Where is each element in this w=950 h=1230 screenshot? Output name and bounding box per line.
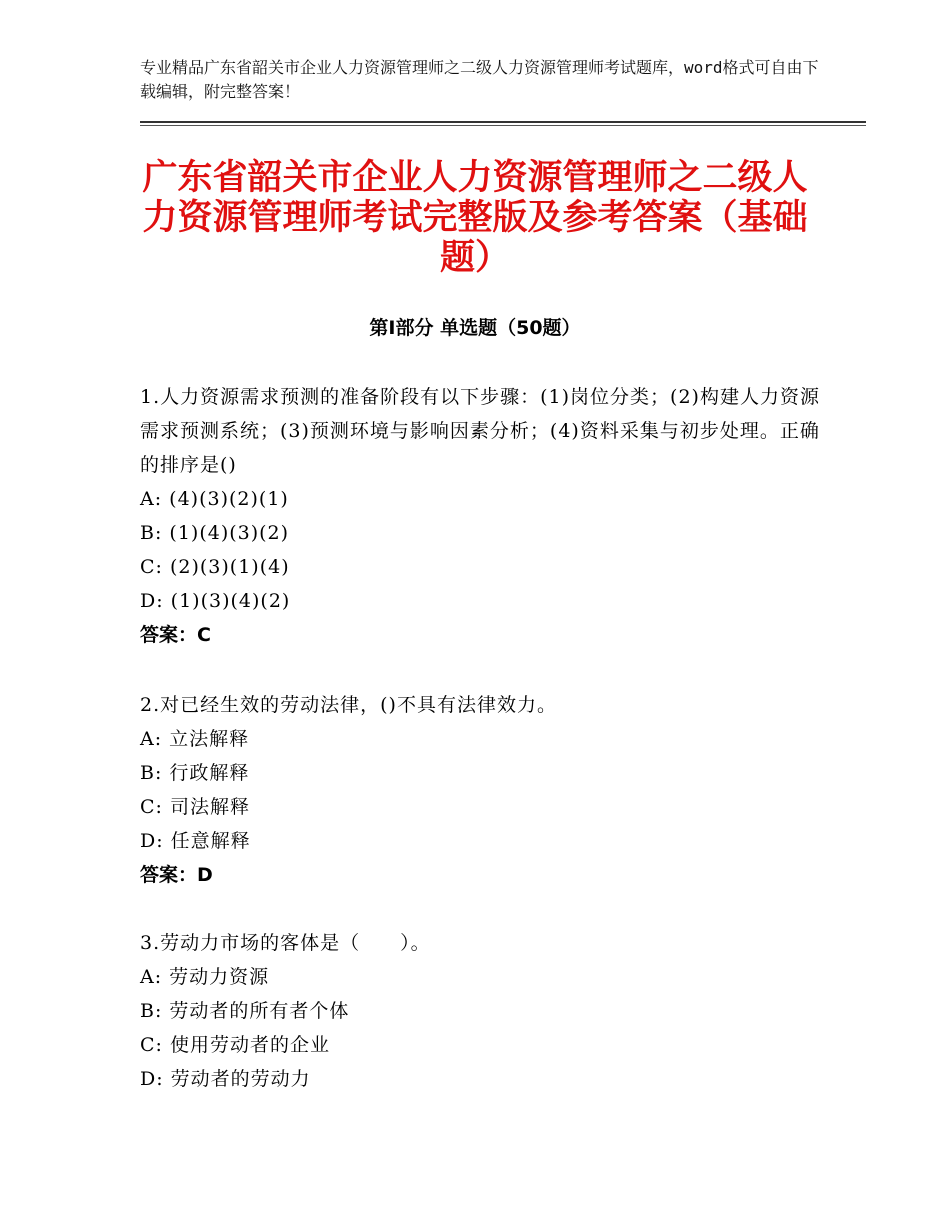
option-d: D: (1)(3)(4)(2) bbox=[140, 590, 291, 612]
question-1 bbox=[140, 380, 820, 652]
header-note: 专业精品广东省韶关市企业人力资源管理师之二级人力资源管理师考试题库，word格式可自由下载编辑，附完整答案！ bbox=[140, 58, 819, 101]
header-divider-thin bbox=[140, 125, 866, 126]
question-2 bbox=[140, 688, 820, 892]
header-divider bbox=[140, 121, 866, 123]
document-title: 广东省韶关市企业人力资源管理师之二级人力资源管理师考试完整版及参考答案（基础题） bbox=[142, 158, 808, 278]
question-stem: 1.人力资源需求预测的准备阶段有以下步骤：(1)岗位分类；(2)构建人力资源需求预测系统；(3)预测环境与影响因素分析；(4)资料采集与初步处理。正确的排序是() bbox=[140, 386, 820, 476]
question-3 bbox=[140, 926, 820, 1096]
section-heading: 第Ⅰ部分 单选题（50题） bbox=[369, 317, 581, 339]
option-a: A: (4)(3)(2)(1) bbox=[140, 488, 289, 510]
question-stem: 3.劳动力市场的客体是（ ）。 bbox=[140, 932, 431, 954]
option-c: C: 使用劳动者的企业 bbox=[140, 1034, 330, 1056]
option-a: A: 立法解释 bbox=[140, 728, 250, 750]
option-a: A: 劳动力资源 bbox=[140, 966, 270, 988]
option-d: D: 劳动者的劳动力 bbox=[140, 1068, 311, 1090]
question-stem: 2.对已经生效的劳动法律，()不具有法律效力。 bbox=[140, 694, 557, 716]
option-c: C: (2)(3)(1)(4) bbox=[140, 556, 290, 578]
answer: 答案：D bbox=[140, 864, 213, 886]
option-b: B: 劳动者的所有者个体 bbox=[140, 1000, 350, 1022]
option-d: D: 任意解释 bbox=[140, 830, 251, 852]
option-b: B: (1)(4)(3)(2) bbox=[140, 522, 290, 544]
option-c: C: 司法解释 bbox=[140, 796, 250, 818]
answer: 答案：C bbox=[140, 624, 211, 646]
option-b: B: 行政解释 bbox=[140, 762, 250, 784]
